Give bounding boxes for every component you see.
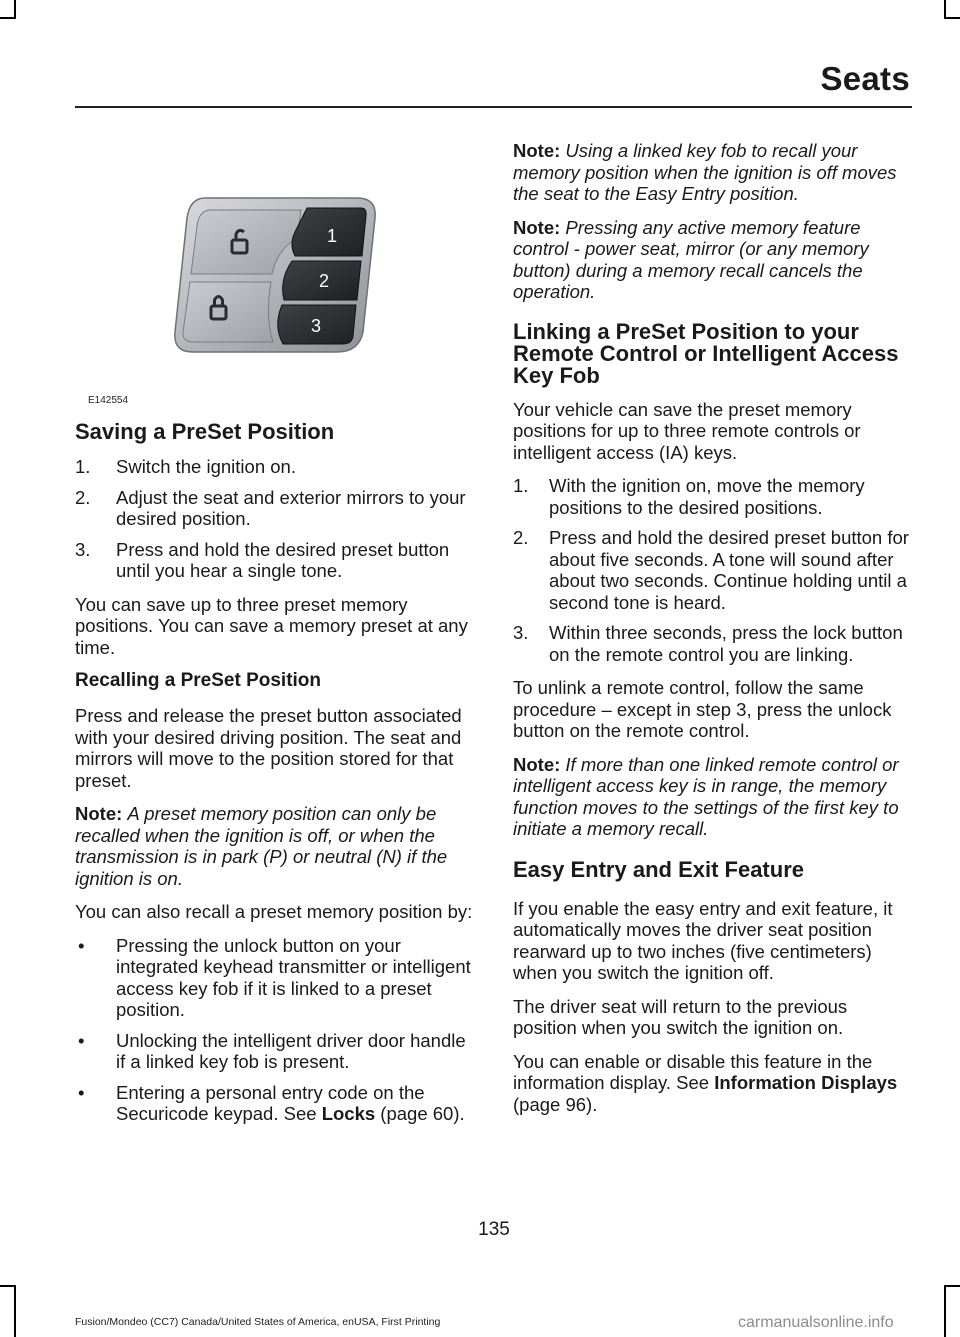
- bullet-text: Unlocking the intelligent driver door handle if a linked key fob is present.: [116, 1029, 466, 1072]
- note-multiple-keys: [513, 754, 911, 840]
- bullet-text-suffix: (page 60).: [375, 1103, 465, 1124]
- list-item: [513, 622, 911, 665]
- step-text: Press and hold the desired preset button until you hear a single tone.: [116, 538, 450, 581]
- recalling-paragraph: Press and release the preset button associated with your desired driving position. The seat and mirrors will move to the position stored for that preset.: [75, 705, 462, 791]
- list-item: [75, 456, 475, 478]
- recall-methods-list: [75, 935, 475, 1125]
- easy-entry-paragraph-1: If you enable the easy entry and exit feature, it automatically moves the driver seat position rearward up to two inches (five centimeters) when you switch the ignition off.: [513, 897, 893, 983]
- figure-code: E142554: [88, 395, 129, 406]
- list-item: [513, 475, 911, 518]
- crop-mark: [944, 1285, 960, 1287]
- list-item: [75, 1082, 475, 1125]
- step-text: Within three seconds, press the lock button on the remote control you are linking.: [549, 622, 903, 665]
- bullet-icon: •: [78, 1081, 85, 1103]
- bullet-icon: •: [78, 934, 85, 956]
- easy-entry-paragraph-2: The driver seat will return to the previous position when you switch the ignition on.: [513, 995, 848, 1038]
- bullet-icon: •: [78, 1029, 85, 1051]
- list-item: [75, 539, 475, 582]
- list-item: [75, 487, 475, 530]
- note-cancel-recall: [513, 217, 911, 303]
- page-title: Seats: [820, 60, 910, 97]
- note-label: Note:: [513, 216, 561, 238]
- crop-mark: [0, 1285, 16, 1287]
- step-number: 2.: [513, 527, 529, 548]
- crop-mark: [14, 1285, 16, 1337]
- crop-mark: [0, 17, 16, 19]
- crop-mark: [944, 17, 960, 19]
- page-number: 135: [478, 1219, 510, 1240]
- note-label: Note:: [513, 140, 561, 161]
- step-number: 1.: [75, 456, 91, 477]
- list-item: [75, 935, 475, 1021]
- easy-entry-paragraph-3: [513, 1051, 911, 1116]
- crop-mark: [944, 1285, 946, 1337]
- linking-paragraph: Your vehicle can save the preset memory positions for up to three remote controls or intelligent access (IA) keys.: [513, 398, 861, 463]
- step-text: Press and hold the desired preset button for about five seconds. A tone will sound after about two seconds. Continue holding until a second tone is heard.: [549, 527, 909, 613]
- information-displays-reference-link[interactable]: Information Displays: [714, 1072, 898, 1093]
- note-text: Using a linked key fob to recall your memory position when the ignition is off moves the seat to the Easy Entry position.: [513, 140, 897, 204]
- paragraph-text-suffix: (page 96).: [513, 1093, 598, 1115]
- header-rule: [75, 106, 912, 108]
- note-label: Note:: [75, 803, 123, 824]
- easy-entry-heading: Easy Entry and Exit Feature: [513, 856, 804, 882]
- footer-text: Fusion/Mondeo (CC7) Canada/United States of America, enUSA, First Printing: [75, 1316, 441, 1328]
- list-item: [513, 527, 911, 613]
- note-text: A preset memory position can only be recalled when the ignition is off, or when the transmission is in park (P) or neutral (N) if the ignition is on.: [75, 803, 448, 889]
- step-text: With the ignition on, move the memory positions to the desired positions.: [549, 475, 865, 518]
- locks-reference-link[interactable]: Locks: [321, 1103, 376, 1124]
- note-text: If more than one linked remote control or intelligent access key is in range, the memory function moves to the settings of the first key to initiate a memory recall.: [513, 753, 899, 839]
- crop-mark: [14, 0, 16, 18]
- step-number: 3.: [75, 538, 91, 560]
- linking-heading: Linking a PreSet Position to your Remote Control or Intelligent Access Key Fob: [513, 318, 899, 388]
- memory-button-1-label: 1: [327, 226, 338, 246]
- crop-mark: [944, 0, 946, 18]
- note-text: Pressing any active memory feature control - power seat, mirror (or any memory button) during a memory recall cancels the operation.: [513, 216, 869, 302]
- right-column: [513, 140, 911, 1127]
- paragraph-text: You can enable or disable this feature in the information display. See: [513, 1050, 873, 1093]
- step-number: 2.: [75, 486, 91, 508]
- list-item: [75, 1030, 475, 1073]
- note-label: Note:: [513, 753, 561, 775]
- linking-steps: [513, 475, 911, 665]
- step-text: Switch the ignition on.: [116, 456, 296, 477]
- recalling-heading: Recalling a PreSet Position: [75, 670, 322, 691]
- watermark: carmanualsonline.info: [738, 1314, 894, 1331]
- also-recall-paragraph: You can also recall a preset memory position by:: [75, 901, 473, 922]
- saving-heading: Saving a PreSet Position: [75, 419, 335, 444]
- memory-button-2-label: 2: [319, 271, 330, 291]
- bullet-text: Pressing the unlock button on your integrated keyhead transmitter or intelligent access key fob if it is linked to a preset position.: [116, 934, 471, 1020]
- step-number: 3.: [513, 622, 529, 643]
- memory-seat-buttons-figure: [75, 140, 475, 406]
- step-text: Adjust the seat and exterior mirrors to your desired position.: [116, 486, 466, 529]
- bullet-text: Entering a personal entry code on the Securicode keypad. See: [116, 1081, 425, 1124]
- unlink-paragraph: To unlink a remote control, follow the same procedure – except in step 3, press the unlock button on the remote control.: [513, 677, 892, 741]
- note-preset-recall: [75, 803, 475, 889]
- saving-paragraph: You can save up to three preset memory positions. You can save a memory preset at any time.: [75, 593, 468, 658]
- saving-steps: [75, 456, 475, 582]
- memory-button-3-label: 3: [311, 316, 322, 336]
- left-column: [75, 140, 475, 1137]
- step-number: 1.: [513, 475, 529, 496]
- memory-buttons-illustration: [75, 140, 475, 406]
- note-key-fob-recall: [513, 140, 911, 205]
